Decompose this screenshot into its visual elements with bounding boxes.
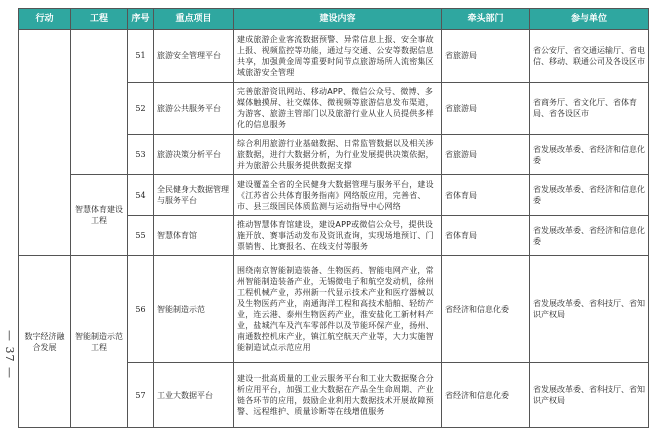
header-key-project: 重点项目 — [154, 9, 234, 30]
row-participants: 省公安厅、省交通运输厅、省电信、移动、联通公司及各设区市 — [530, 30, 649, 83]
header-lead-dept: 牵头部门 — [442, 9, 530, 30]
row-key-project: 旅游安全管理平台 — [154, 30, 234, 83]
row-content: 建设一批高质量的工业云服务平台和工业大数据聚合分析应用平台，加强工业大数据在产品全生命周期、产业链各环节的应用，鼓励企业利用大数据技术开展故障预警、远程维护、质量诊断等在线增值服务 — [234, 363, 442, 428]
row-participants: 省发展改革委、省科技厅、省知识产权局 — [530, 256, 649, 363]
row-key-project: 工业大数据平台 — [154, 363, 234, 428]
row-lead-dept: 省体育局 — [442, 215, 530, 255]
page-number: — 37 — — [3, 330, 16, 379]
row-key-project: 智能制造示范 — [154, 256, 234, 363]
header-number: 序号 — [128, 9, 154, 30]
row-key-project: 旅游决策分析平台 — [154, 135, 234, 175]
row-key-project: 全民健身大数据管理与服务平台 — [154, 175, 234, 215]
group-action-cell: 数字经济融合发展 — [19, 256, 71, 428]
row-number: 51 — [128, 30, 154, 83]
header-project: 工程 — [71, 9, 128, 30]
table-header-row — [19, 9, 649, 30]
row-lead-dept: 省体育局 — [442, 175, 530, 215]
row-participants: 省发展改革委、省经济和信息化委 — [530, 175, 649, 215]
group-action-cell — [19, 30, 71, 256]
row-content: 综合利用旅游行业基础数据、日常监管数据以及相关涉旅数据，进行大数据分析，为行业发展提供决策依据，并为旅游公共服务提供数据支撑 — [234, 135, 442, 175]
row-participants: 省发展改革委、省经济和信息化委 — [530, 215, 649, 255]
row-participants: 省发展改革委、省科技厅、省知识产权局 — [530, 363, 649, 428]
group-project-cell — [71, 30, 128, 175]
row-key-project: 智慧体育馆 — [154, 215, 234, 255]
row-content: 完善旅游资讯网站、移动APP、微信公众号、微博、多媒体触摸屏、社交媒体、微视频等旅游信息发布渠道，为游客、旅游主管部门以及旅游行业从业人员提供多样化的信息服务 — [234, 82, 442, 135]
row-number: 55 — [128, 215, 154, 255]
header-action: 行动 — [19, 9, 71, 30]
project-table — [18, 8, 649, 428]
table-row — [19, 30, 649, 83]
row-key-project: 旅游公共服务平台 — [154, 82, 234, 135]
row-lead-dept: 省经济和信息化委 — [442, 363, 530, 428]
row-participants: 省商务厅、省文化厅、省体育局、省各设区市 — [530, 82, 649, 135]
row-content: 推动智慧体育馆建设，建设APP或微信公众号，提供设施开放、赛事活动发布及资讯查询，实现场地预订、门票销售、比赛报名、在线支付等服务 — [234, 215, 442, 255]
header-participants: 参与单位 — [530, 9, 649, 30]
row-participants: 省发展改革委、省经济和信息化委 — [530, 135, 649, 175]
row-lead-dept: 省经济和信息化委 — [442, 256, 530, 363]
row-lead-dept: 省旅游局 — [442, 82, 530, 135]
row-number: 52 — [128, 82, 154, 135]
row-content: 围绕南京智能制造装备、生物医药、智能电网产业，常州智能制造装备产业，无锡微电子和航空发动机，徐州工程机械产业，苏州新一代显示技术产业和医疗器械以及生物医药产业，南通海洋工程和高技术船舶、轻纺产业，连云港、泰州生物医药产业，淮安盐化工新材料产业，盐城汽车及汽车零部件以及节能环保产业，扬州、南通数控机床产业，镇江航空航天产业等，大力实施智能制造试点示范应用 — [234, 256, 442, 363]
row-content: 建设覆盖全省的全民健身大数据管理与服务平台，建设《江苏省公共体育服务指南》网络版应用，完善省、市、县三级国民体质监测与运动指导中心网络 — [234, 175, 442, 215]
row-number: 57 — [128, 363, 154, 428]
header-content: 建设内容 — [234, 9, 442, 30]
table-row — [19, 256, 649, 363]
row-number: 56 — [128, 256, 154, 363]
row-number: 53 — [128, 135, 154, 175]
row-content: 建成旅游企业客流数据预警、异常信息上报、安全事故上报、视频监控等功能，通过与交通、公安等数据信息共享，加强黄金周等重要时间节点旅游场所人流密集区域旅游安全管理 — [234, 30, 442, 83]
row-number: 54 — [128, 175, 154, 215]
row-lead-dept: 省旅游局 — [442, 135, 530, 175]
group-project-cell: 智能制造示范工程 — [71, 256, 128, 428]
group-project-cell: 智慧体育建设工程 — [71, 175, 128, 256]
table-row — [19, 175, 649, 215]
row-lead-dept: 省旅游局 — [442, 30, 530, 83]
